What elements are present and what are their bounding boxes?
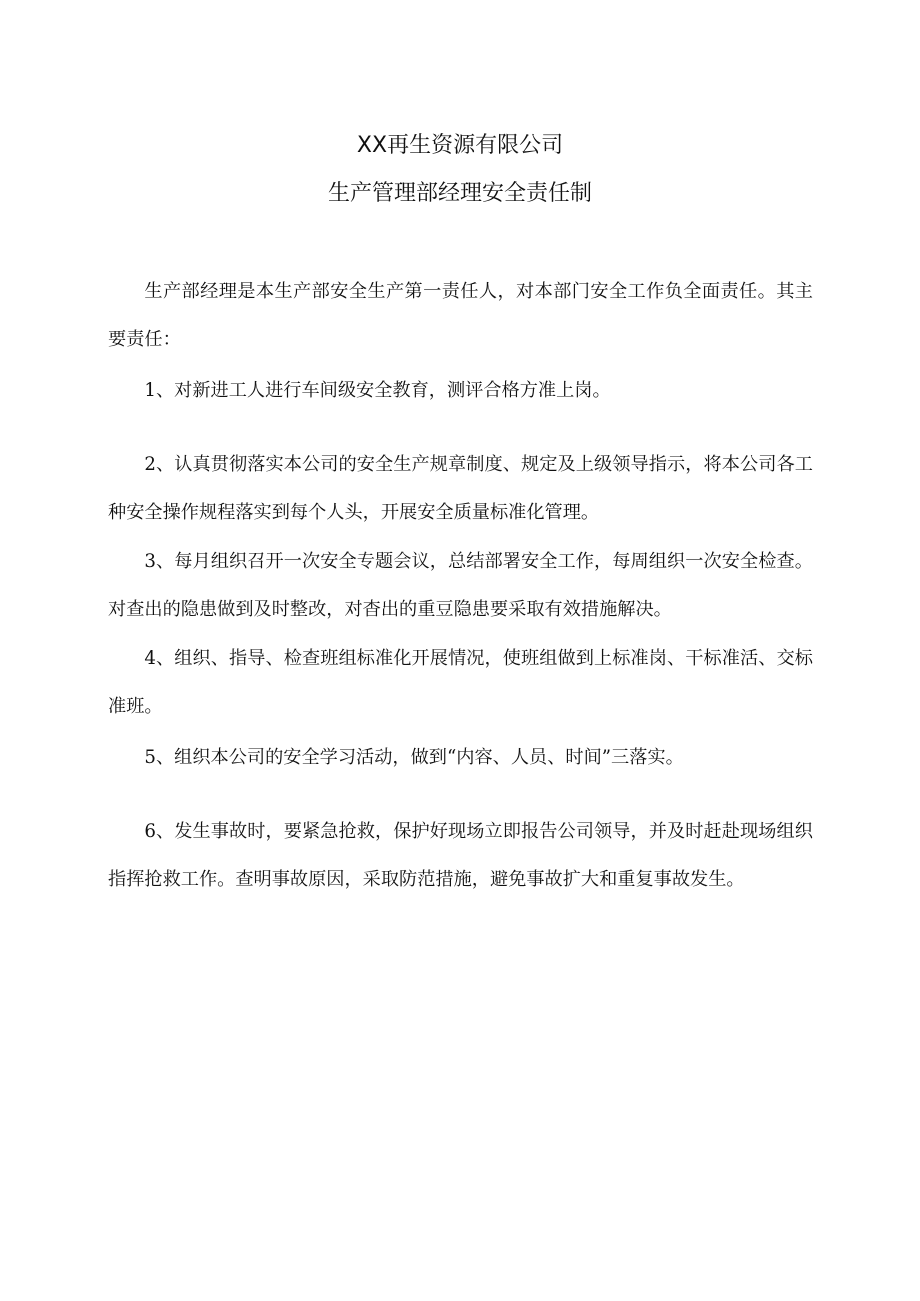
responsibility-item-6: 6、发生事故时，要紧急抢救，保护好现场立即报告公司领导，并及时赶赴现场组织指挥抢救工作。查明事故原因，采取防范措施，避免事故扩大和重复事故发生。 [108,821,813,890]
responsibility-item-4: 4、组织、指导、检查班组标准化开展情况，使班组做到上标准岗、干标准活、交标准班。 [108,648,813,717]
intro-paragraph: 生产部经理是本生产部安全生产第一责任人，对本部门安全工作负全面责任。其主要责任： [108,281,813,350]
responsibility-item-1: 1、对新进工人进行车间级安全教育，测评合格方准上岗。 [144,380,611,401]
company-title: XX再生资源有限公司 [356,133,564,158]
document-title: 生产管理部经理安全责任制 [327,181,592,206]
responsibility-item-2: 2、认真贯彻落实本公司的安全生产规章制度、规定及上级领导指示，将本公司各工种安全操作规程落实到每个人头，开展安全质量标准化管理。 [108,454,813,523]
responsibility-item-3: 3、每月组织召开一次安全专题会议，总结部署安全工作，每周组织一次安全检查。对查出的隐患做到及时整改，对杳出的重豆隐患要采取有效措施解决。 [108,551,813,620]
responsibility-item-5: 5、组织本公司的安全学习活动，做到“内容、人员、时间”三落实。 [144,747,684,768]
